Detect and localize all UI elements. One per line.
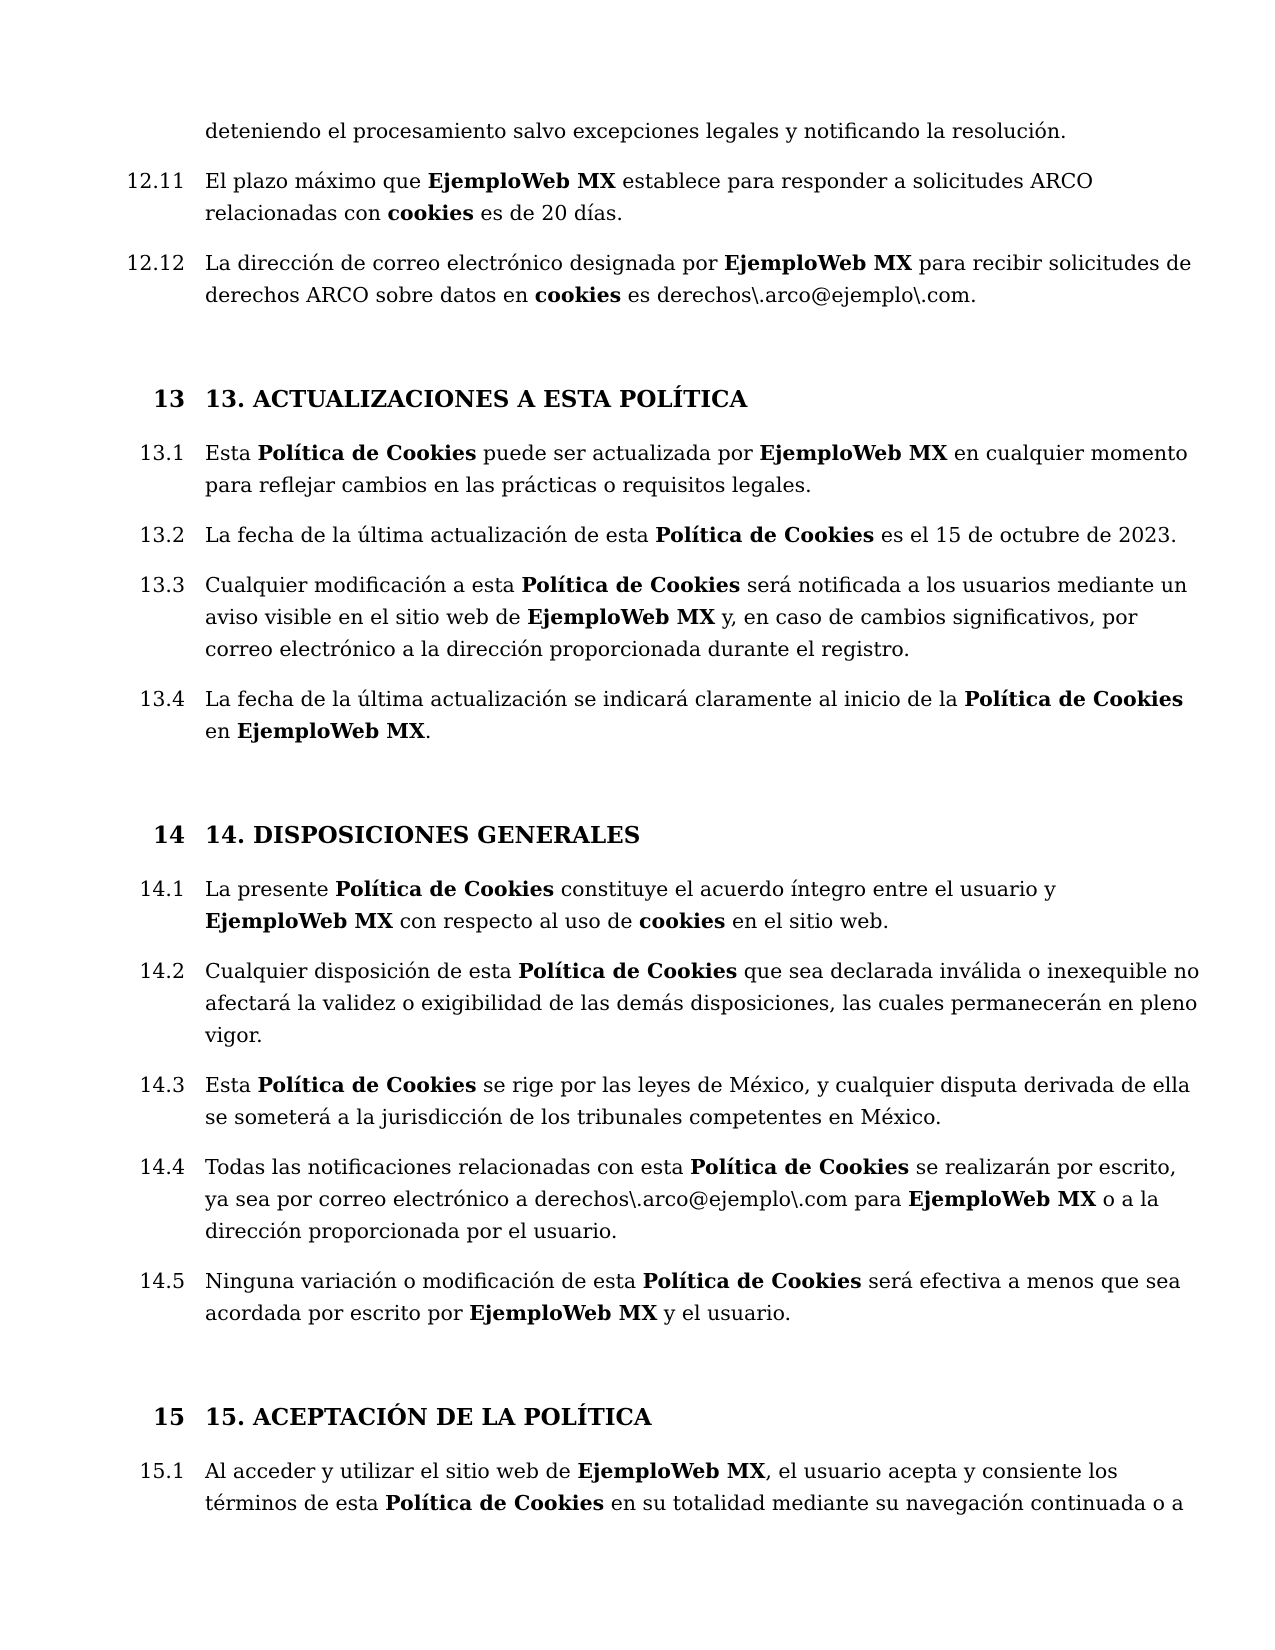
clause-text — [205, 955, 1200, 1051]
clause-text — [205, 683, 1185, 747]
text-line: Esta Política de Cookies puede ser actualizada por EjemploWeb MX en cualquier momento — [205, 441, 1188, 465]
text-line: 13. ACTUALIZACIONES A ESTA POLÍTICA — [205, 386, 748, 413]
clause-number: 15.1 — [139, 1459, 185, 1483]
text-line: La fecha de la última actualización se indicará claramente al inicio de la Política de Cookies — [205, 687, 1184, 711]
text-line: El plazo máximo que EjemploWeb MX establece para responder a solicitudes ARCO — [205, 169, 1094, 193]
section-title — [205, 820, 1185, 852]
paragraph — [100, 115, 1185, 147]
text-line: 14. DISPOSICIONES GENERALES — [205, 822, 641, 849]
numbered-clause — [100, 873, 1185, 937]
section-heading — [100, 1402, 1185, 1434]
text-line: acordada por escrito por EjemploWeb MX y el usuario. — [205, 1301, 792, 1325]
clause-number: 14.2 — [139, 959, 185, 983]
clause-text — [205, 873, 1185, 937]
text-line: La dirección de correo electrónico designada por EjemploWeb MX para recibir solicitudes de — [205, 251, 1192, 275]
numbered-clause — [100, 437, 1188, 501]
clause-text — [205, 165, 1185, 229]
text-line: afectará la validez o exigibilidad de las demás disposiciones, las cuales permanecerán en pleno — [205, 991, 1198, 1015]
clause-number: 13.2 — [139, 523, 185, 547]
clause-number: 13.4 — [139, 687, 185, 711]
text-line: deteniendo el procesamiento salvo excepciones legales y notificando la resolución. — [205, 119, 1067, 143]
text-line: Al acceder y utilizar el sitio web de EjemploWeb MX, el usuario acepta y consiente los — [205, 1459, 1118, 1483]
clause-number: 13.3 — [139, 573, 185, 597]
text-line: relacionadas con cookies es de 20 días. — [205, 201, 623, 225]
numbered-clause — [100, 165, 1185, 229]
clause-number: 12.12 — [126, 251, 185, 275]
numbered-clause — [100, 1151, 1185, 1247]
text-line: La fecha de la última actualización de esta Política de Cookies es el 15 de octubre de 2023. — [205, 523, 1177, 547]
numbered-clause — [100, 1265, 1185, 1329]
text-line: derechos ARCO sobre datos en cookies es derechos\.arco@ejemplo\.com. — [205, 283, 977, 307]
numbered-clause — [100, 683, 1185, 747]
text-line: 15. ACEPTACIÓN DE LA POLÍTICA — [205, 1404, 652, 1431]
clause-number: 13.1 — [139, 441, 185, 465]
clause-text — [205, 1069, 1191, 1133]
section-number: 14 — [152, 822, 185, 849]
numbered-clause — [100, 519, 1185, 551]
clause-number: 12.11 — [126, 169, 185, 193]
clause-text — [205, 569, 1188, 665]
clause-number: 14.4 — [139, 1155, 185, 1179]
text-line: vigor. — [205, 1023, 263, 1047]
text-line: ya sea por correo electrónico a derechos\.arco@ejemplo\.com para EjemploWeb MX o a la — [205, 1187, 1160, 1211]
text-line: Cualquier modificación a esta Política de Cookies será notificada a los usuarios mediante un — [205, 573, 1188, 597]
clause-text — [205, 1455, 1185, 1519]
clause-text — [205, 1265, 1185, 1329]
section-title — [205, 384, 1185, 416]
numbered-clause — [100, 569, 1188, 665]
numbered-clause — [100, 1069, 1191, 1133]
clause-number — [100, 115, 185, 147]
clause-text — [205, 115, 1185, 147]
text-line: EjemploWeb MX con respecto al uso de cookies en el sitio web. — [205, 909, 890, 933]
clause-number: 14.1 — [139, 877, 185, 901]
clause-number: 14.3 — [139, 1073, 185, 1097]
clause-text — [205, 247, 1192, 311]
text-line: La presente Política de Cookies constituye el acuerdo íntegro entre el usuario y — [205, 877, 1056, 901]
clause-text — [205, 519, 1185, 551]
section-title — [205, 1402, 1185, 1434]
text-line: para reflejar cambios en las prácticas o requisitos legales. — [205, 473, 812, 497]
section-number: 13 — [152, 386, 185, 413]
text-line: dirección proporcionada por el usuario. — [205, 1219, 618, 1243]
document-content — [100, 115, 1200, 1519]
text-line: correo electrónico a la dirección proporcionada durante el registro. — [205, 637, 910, 661]
text-line: Ninguna variación o modificación de esta Política de Cookies será efectiva a menos que sea — [205, 1269, 1181, 1293]
section-heading — [100, 384, 1185, 416]
section-number: 15 — [152, 1404, 185, 1431]
text-line: en EjemploWeb MX. — [205, 719, 432, 743]
numbered-clause — [100, 1455, 1185, 1519]
clause-text — [205, 437, 1188, 501]
clause-text — [205, 1151, 1185, 1247]
numbered-clause — [100, 955, 1200, 1051]
numbered-clause — [100, 247, 1192, 311]
clause-number: 14.5 — [139, 1269, 185, 1293]
text-line: Todas las notificaciones relacionadas con esta Política de Cookies se realizarán por escrito, — [205, 1155, 1177, 1179]
text-line: términos de esta Política de Cookies en su totalidad mediante su navegación continuada o a — [205, 1491, 1184, 1515]
section-heading — [100, 820, 1185, 852]
text-line: se someterá a la jurisdicción de los tribunales competentes en México. — [205, 1105, 942, 1129]
text-line: aviso visible en el sitio web de EjemploWeb MX y, en caso de cambios significativos, por — [205, 605, 1138, 629]
text-line: Cualquier disposición de esta Política de Cookies que sea declarada inválida o inexequible no — [205, 959, 1200, 983]
text-line: Esta Política de Cookies se rige por las leyes de México, y cualquier disputa derivada de ella — [205, 1073, 1191, 1097]
